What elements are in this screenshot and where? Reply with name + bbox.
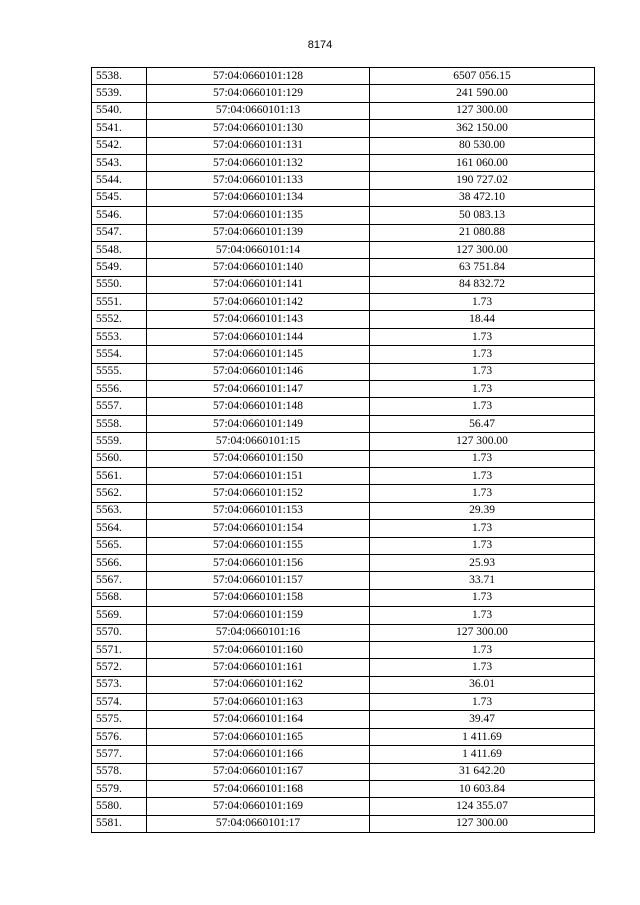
cadastral-value-cell: 127 300.00: [370, 624, 595, 641]
row-number-cell: 5568.: [92, 589, 147, 606]
cadastral-number-cell: 57:04:0660101:148: [147, 398, 370, 415]
row-number-cell: 5576.: [92, 728, 147, 745]
cadastral-number-cell: 57:04:0660101:131: [147, 137, 370, 154]
row-number-cell: 5542.: [92, 137, 147, 154]
table-row: [92, 607, 595, 624]
cadastral-value-cell: 1.73: [370, 450, 595, 467]
row-number-cell: 5549.: [92, 259, 147, 276]
table-row: [92, 363, 595, 380]
table-row: [92, 520, 595, 537]
cadastral-value-cell: 84 832.72: [370, 276, 595, 293]
row-number-cell: 5569.: [92, 607, 147, 624]
cadastral-number-cell: 57:04:0660101:142: [147, 294, 370, 311]
cadastral-value-cell: 1.73: [370, 589, 595, 606]
table-row: [92, 746, 595, 763]
table-row: [92, 398, 595, 415]
row-number-cell: 5577.: [92, 746, 147, 763]
cadastral-number-cell: 57:04:0660101:165: [147, 728, 370, 745]
row-number-cell: 5550.: [92, 276, 147, 293]
cadastral-value-cell: 1.73: [370, 363, 595, 380]
row-number-cell: 5579.: [92, 781, 147, 798]
row-number-cell: 5547.: [92, 224, 147, 241]
table-row: [92, 68, 595, 85]
table-row: [92, 85, 595, 102]
cadastral-number-cell: 57:04:0660101:143: [147, 311, 370, 328]
table-row: [92, 189, 595, 206]
table-row: [92, 467, 595, 484]
row-number-cell: 5558.: [92, 415, 147, 432]
row-number-cell: 5538.: [92, 68, 147, 85]
table-row: [92, 624, 595, 641]
row-number-cell: 5546.: [92, 207, 147, 224]
row-number-cell: 5572.: [92, 659, 147, 676]
cadastral-value-cell: 25.93: [370, 554, 595, 571]
row-number-cell: 5539.: [92, 85, 147, 102]
table-row: [92, 311, 595, 328]
table-row: [92, 259, 595, 276]
cadastral-value-cell: 241 590.00: [370, 85, 595, 102]
row-number-cell: 5545.: [92, 189, 147, 206]
row-number-cell: 5575.: [92, 711, 147, 728]
cadastral-value-cell: 1.73: [370, 398, 595, 415]
cadastral-value-cell: 127 300.00: [370, 102, 595, 119]
cadastral-value-cell: 1.73: [370, 659, 595, 676]
row-number-cell: 5555.: [92, 363, 147, 380]
table-row: [92, 294, 595, 311]
cadastral-number-cell: 57:04:0660101:129: [147, 85, 370, 102]
row-number-cell: 5563.: [92, 502, 147, 519]
row-number-cell: 5554.: [92, 346, 147, 363]
cadastral-value-cell: 10 603.84: [370, 781, 595, 798]
cadastral-value-cell: 1.73: [370, 485, 595, 502]
cadastral-number-cell: 57:04:0660101:157: [147, 572, 370, 589]
table-row: [92, 589, 595, 606]
row-number-cell: 5560.: [92, 450, 147, 467]
cadastral-value-cell: 1.73: [370, 520, 595, 537]
cadastral-number-cell: 57:04:0660101:154: [147, 520, 370, 537]
cadastral-number-cell: 57:04:0660101:146: [147, 363, 370, 380]
table-row: [92, 572, 595, 589]
cadastral-value-cell: 36.01: [370, 676, 595, 693]
cadastral-number-cell: 57:04:0660101:163: [147, 694, 370, 711]
cadastral-value-cell: 362 150.00: [370, 120, 595, 137]
table-body: [92, 68, 595, 833]
cadastral-value-cell: 1.73: [370, 467, 595, 484]
row-number-cell: 5567.: [92, 572, 147, 589]
cadastral-value-cell: 31 642.20: [370, 763, 595, 780]
cadastral-number-cell: 57:04:0660101:150: [147, 450, 370, 467]
cadastral-number-cell: 57:04:0660101:139: [147, 224, 370, 241]
row-number-cell: 5543.: [92, 154, 147, 171]
table-row: [92, 381, 595, 398]
row-number-cell: 5559.: [92, 433, 147, 450]
cadastral-value-cell: 1.73: [370, 328, 595, 345]
cadastral-value-cell: 6507 056.15: [370, 68, 595, 85]
row-number-cell: 5561.: [92, 467, 147, 484]
cadastral-number-cell: 57:04:0660101:16: [147, 624, 370, 641]
cadastral-value-cell: 127 300.00: [370, 815, 595, 832]
cadastral-value-cell: 190 727.02: [370, 172, 595, 189]
cadastral-value-table: [91, 67, 595, 833]
row-number-cell: 5581.: [92, 815, 147, 832]
cadastral-value-cell: 38 472.10: [370, 189, 595, 206]
cadastral-value-cell: 124 355.07: [370, 798, 595, 815]
cadastral-number-cell: 57:04:0660101:166: [147, 746, 370, 763]
row-number-cell: 5570.: [92, 624, 147, 641]
table-row: [92, 154, 595, 171]
cadastral-value-cell: 161 060.00: [370, 154, 595, 171]
cadastral-value-cell: 80 530.00: [370, 137, 595, 154]
row-number-cell: 5571.: [92, 641, 147, 658]
cadastral-value-cell: 1.73: [370, 641, 595, 658]
cadastral-number-cell: 57:04:0660101:145: [147, 346, 370, 363]
cadastral-number-cell: 57:04:0660101:15: [147, 433, 370, 450]
cadastral-value-cell: 33.71: [370, 572, 595, 589]
cadastral-value-cell: 1.73: [370, 346, 595, 363]
table-row: [92, 537, 595, 554]
table-row: [92, 207, 595, 224]
cadastral-number-cell: 57:04:0660101:133: [147, 172, 370, 189]
table-row: [92, 433, 595, 450]
table-row: [92, 641, 595, 658]
cadastral-number-cell: 57:04:0660101:130: [147, 120, 370, 137]
table-row: [92, 815, 595, 832]
cadastral-number-cell: 57:04:0660101:167: [147, 763, 370, 780]
cadastral-number-cell: 57:04:0660101:152: [147, 485, 370, 502]
cadastral-number-cell: 57:04:0660101:132: [147, 154, 370, 171]
cadastral-number-cell: 57:04:0660101:159: [147, 607, 370, 624]
table-row: [92, 276, 595, 293]
row-number-cell: 5556.: [92, 381, 147, 398]
row-number-cell: 5551.: [92, 294, 147, 311]
cadastral-number-cell: 57:04:0660101:134: [147, 189, 370, 206]
cadastral-number-cell: 57:04:0660101:140: [147, 259, 370, 276]
cadastral-value-cell: 21 080.88: [370, 224, 595, 241]
row-number-cell: 5574.: [92, 694, 147, 711]
table-row: [92, 798, 595, 815]
cadastral-value-cell: 1.73: [370, 607, 595, 624]
row-number-cell: 5578.: [92, 763, 147, 780]
row-number-cell: 5580.: [92, 798, 147, 815]
cadastral-number-cell: 57:04:0660101:153: [147, 502, 370, 519]
row-number-cell: 5541.: [92, 120, 147, 137]
table-row: [92, 450, 595, 467]
cadastral-number-cell: 57:04:0660101:156: [147, 554, 370, 571]
table-row: [92, 328, 595, 345]
cadastral-value-cell: 18.44: [370, 311, 595, 328]
cadastral-number-cell: 57:04:0660101:13: [147, 102, 370, 119]
row-number-cell: 5573.: [92, 676, 147, 693]
page-number: 8174: [307, 39, 333, 51]
table-row: [92, 676, 595, 693]
row-number-cell: 5564.: [92, 520, 147, 537]
row-number-cell: 5562.: [92, 485, 147, 502]
cadastral-value-cell: 39.47: [370, 711, 595, 728]
table-row: [92, 485, 595, 502]
row-number-cell: 5557.: [92, 398, 147, 415]
cadastral-number-cell: 57:04:0660101:169: [147, 798, 370, 815]
cadastral-value-cell: 1.73: [370, 381, 595, 398]
cadastral-number-cell: 57:04:0660101:151: [147, 467, 370, 484]
cadastral-number-cell: 57:04:0660101:158: [147, 589, 370, 606]
table-row: [92, 763, 595, 780]
row-number-cell: 5553.: [92, 328, 147, 345]
table-row: [92, 224, 595, 241]
table-row: [92, 502, 595, 519]
cadastral-number-cell: 57:04:0660101:155: [147, 537, 370, 554]
cadastral-value-cell: 1 411.69: [370, 728, 595, 745]
cadastral-number-cell: 57:04:0660101:144: [147, 328, 370, 345]
row-number-cell: 5548.: [92, 241, 147, 258]
cadastral-number-cell: 57:04:0660101:149: [147, 415, 370, 432]
row-number-cell: 5552.: [92, 311, 147, 328]
row-number-cell: 5566.: [92, 554, 147, 571]
cadastral-value-cell: 1 411.69: [370, 746, 595, 763]
cadastral-value-cell: 50 083.13: [370, 207, 595, 224]
table-row: [92, 120, 595, 137]
table-row: [92, 346, 595, 363]
table-row: [92, 781, 595, 798]
cadastral-number-cell: 57:04:0660101:162: [147, 676, 370, 693]
row-number-cell: 5540.: [92, 102, 147, 119]
table-row: [92, 728, 595, 745]
cadastral-value-cell: 63 751.84: [370, 259, 595, 276]
table-row: [92, 711, 595, 728]
cadastral-value-cell: 1.73: [370, 694, 595, 711]
table-row: [92, 659, 595, 676]
row-number-cell: 5544.: [92, 172, 147, 189]
table-row: [92, 137, 595, 154]
cadastral-number-cell: 57:04:0660101:147: [147, 381, 370, 398]
row-number-cell: 5565.: [92, 537, 147, 554]
cadastral-value-cell: 127 300.00: [370, 241, 595, 258]
cadastral-number-cell: 57:04:0660101:161: [147, 659, 370, 676]
table-row: [92, 694, 595, 711]
table-row: [92, 554, 595, 571]
cadastral-number-cell: 57:04:0660101:168: [147, 781, 370, 798]
cadastral-value-cell: 1.73: [370, 537, 595, 554]
cadastral-number-cell: 57:04:0660101:135: [147, 207, 370, 224]
cadastral-number-cell: 57:04:0660101:164: [147, 711, 370, 728]
table-row: [92, 415, 595, 432]
table-row: [92, 102, 595, 119]
cadastral-number-cell: 57:04:0660101:17: [147, 815, 370, 832]
cadastral-value-cell: 29.39: [370, 502, 595, 519]
table-row: [92, 241, 595, 258]
cadastral-number-cell: 57:04:0660101:141: [147, 276, 370, 293]
cadastral-value-cell: 56.47: [370, 415, 595, 432]
table-row: [92, 172, 595, 189]
cadastral-value-cell: 127 300.00: [370, 433, 595, 450]
cadastral-number-cell: 57:04:0660101:14: [147, 241, 370, 258]
cadastral-value-cell: 1.73: [370, 294, 595, 311]
cadastral-number-cell: 57:04:0660101:128: [147, 68, 370, 85]
cadastral-number-cell: 57:04:0660101:160: [147, 641, 370, 658]
